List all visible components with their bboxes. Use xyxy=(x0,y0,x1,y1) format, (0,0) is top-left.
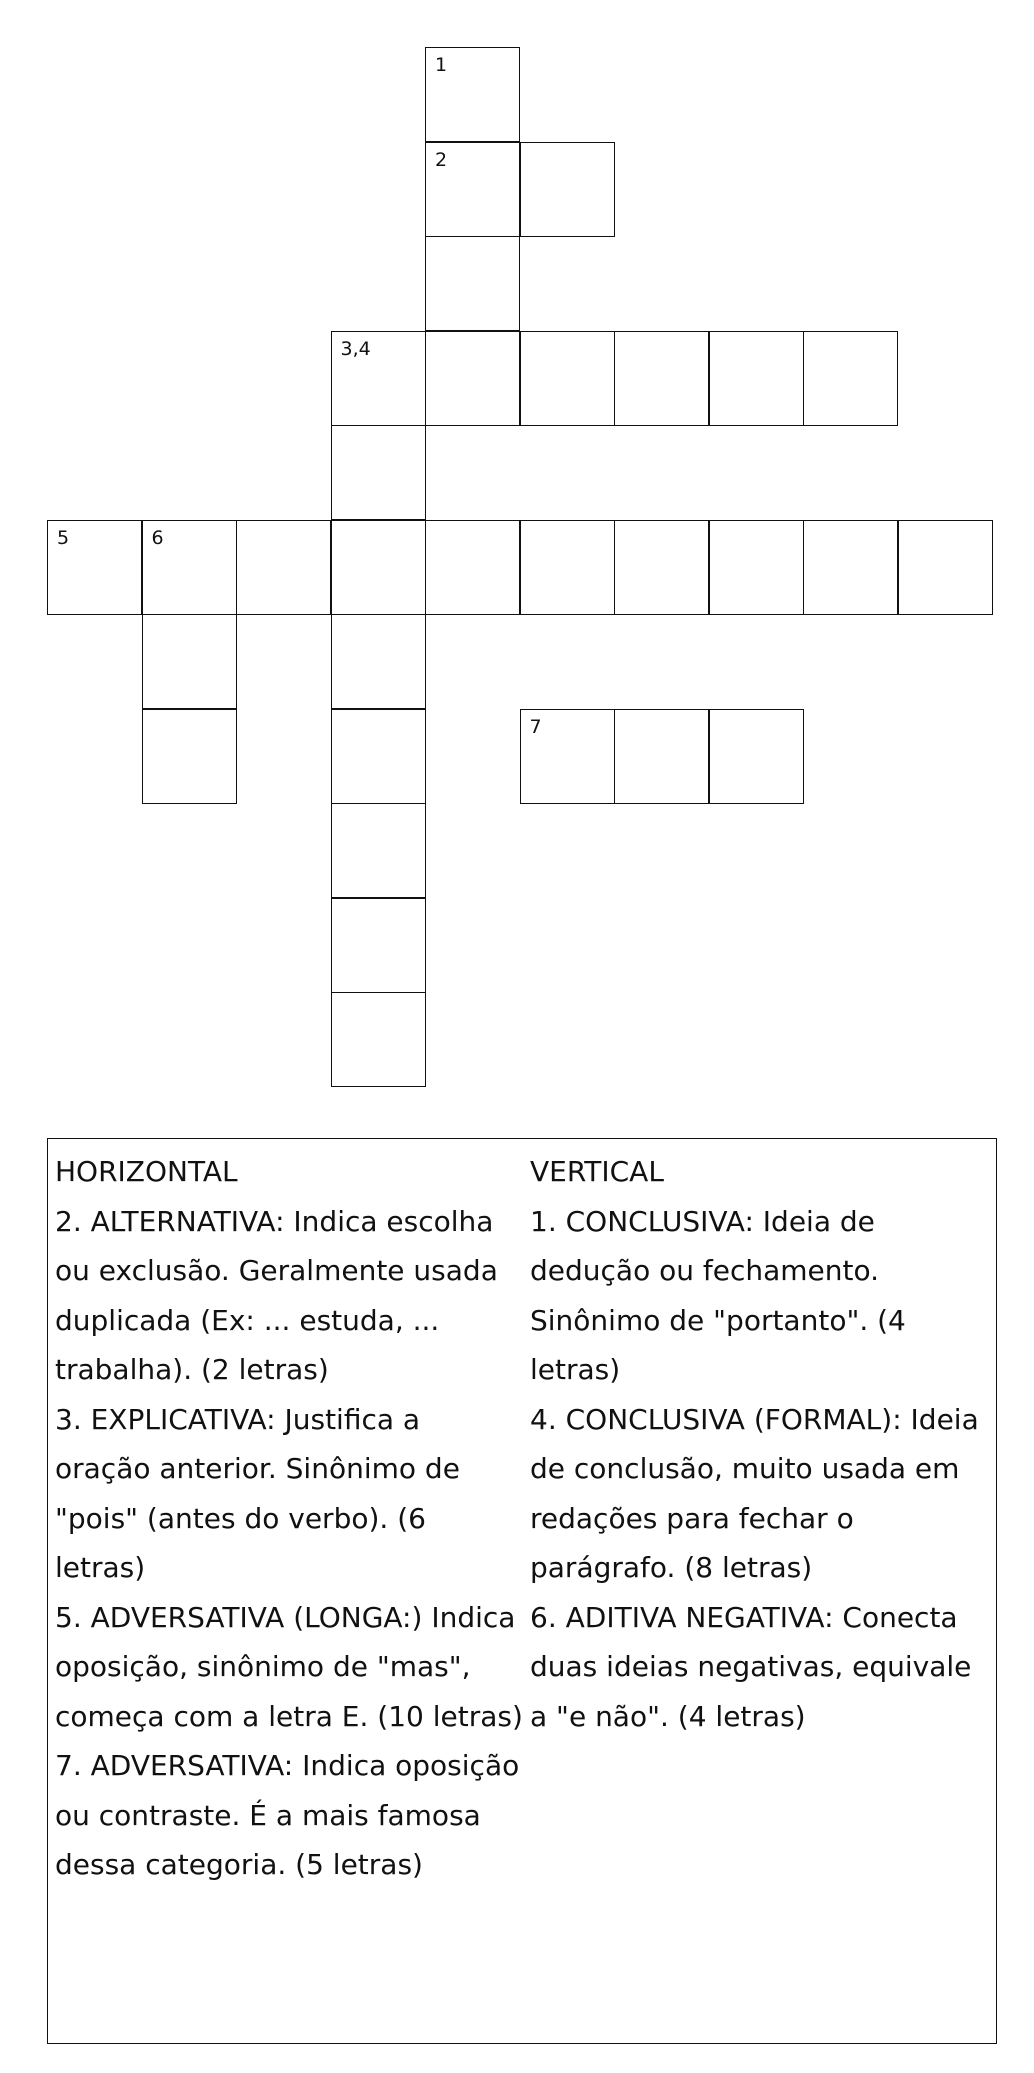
clue-h-7: 7. ADVERSATIVA: Indica oposição ou contraste. É a mais famosa dessa categoria. (5 letras) xyxy=(55,1749,520,1881)
crossword-cell[interactable] xyxy=(331,992,426,1087)
clue-number: 3,4 xyxy=(340,337,371,360)
clue-h-5: 5. ADVERSATIVA (LONGA:) Indica oposição, sinônimo de "mas", começa com a letra E. (10 letras) xyxy=(55,1600,523,1733)
horizontal-heading: HORIZONTAL xyxy=(55,1155,238,1188)
crossword-cell[interactable] xyxy=(425,236,520,331)
crossword-cell[interactable] xyxy=(520,331,615,426)
crossword-cell[interactable] xyxy=(898,520,993,615)
clue-h-2: 2. ALTERNATIVA: Indica escolha ou exclusão. Geralmente usada duplicada (Ex: ... estuda, ... trabalha). (2 letras) xyxy=(55,1204,498,1386)
clue-v-6: 6. ADITIVA NEGATIVA: Conecta duas ideias negativas, equivale a "e não". (4 letras) xyxy=(530,1600,972,1733)
clue-number: 7 xyxy=(529,715,542,738)
crossword-cell[interactable] xyxy=(520,520,615,615)
crossword-cell[interactable] xyxy=(331,803,426,898)
vertical-heading: VERTICAL xyxy=(530,1155,664,1188)
crossword-cell[interactable] xyxy=(425,142,520,237)
vertical-clues-column xyxy=(530,1147,992,1741)
crossword-cell[interactable] xyxy=(425,520,520,615)
crossword-cell[interactable] xyxy=(47,520,142,615)
crossword-cell[interactable] xyxy=(520,142,615,237)
clue-number: 2 xyxy=(435,148,448,171)
crossword-cell[interactable] xyxy=(803,520,898,615)
clue-h-3: 3. EXPLICATIVA: Justifica a oração anterior. Sinônimo de "pois" (antes do verbo). (6 letras) xyxy=(55,1402,460,1584)
crossword-cell[interactable] xyxy=(142,709,237,804)
crossword-cell[interactable] xyxy=(614,331,709,426)
crossword-cell[interactable] xyxy=(709,709,804,804)
crossword-cell[interactable] xyxy=(331,425,426,520)
crossword-cell[interactable] xyxy=(520,709,615,804)
crossword-cell[interactable] xyxy=(614,520,709,615)
crossword-cell[interactable] xyxy=(142,614,237,709)
crossword-cell[interactable] xyxy=(331,520,426,615)
clue-number: 6 xyxy=(151,526,164,549)
crossword-cell[interactable] xyxy=(709,520,804,615)
horizontal-clues-column xyxy=(55,1147,523,1890)
crossword-cell[interactable] xyxy=(614,709,709,804)
crossword-cell[interactable] xyxy=(331,898,426,993)
crossword-cell[interactable] xyxy=(236,520,331,615)
crossword-cell[interactable] xyxy=(142,520,237,615)
clue-number: 5 xyxy=(57,526,70,549)
clue-v-4: 4. CONCLUSIVA (FORMAL): Ideia de conclusão, muito usada em redações para fechar o parágrafo. (8 letras) xyxy=(530,1402,979,1584)
clue-v-1: 1. CONCLUSIVA: Ideia de dedução ou fechamento. Sinônimo de "portanto". (4 letras) xyxy=(530,1204,906,1386)
clue-number: 1 xyxy=(435,54,448,76)
clues-box xyxy=(47,1138,997,2044)
crossword-cell[interactable] xyxy=(425,47,520,142)
crossword-cell[interactable] xyxy=(331,614,426,709)
crossword-cell[interactable] xyxy=(331,331,426,426)
crossword-cell[interactable] xyxy=(331,709,426,804)
crossword-cell[interactable] xyxy=(709,331,804,426)
crossword-cell[interactable] xyxy=(803,331,898,426)
crossword-cell[interactable] xyxy=(425,331,520,426)
